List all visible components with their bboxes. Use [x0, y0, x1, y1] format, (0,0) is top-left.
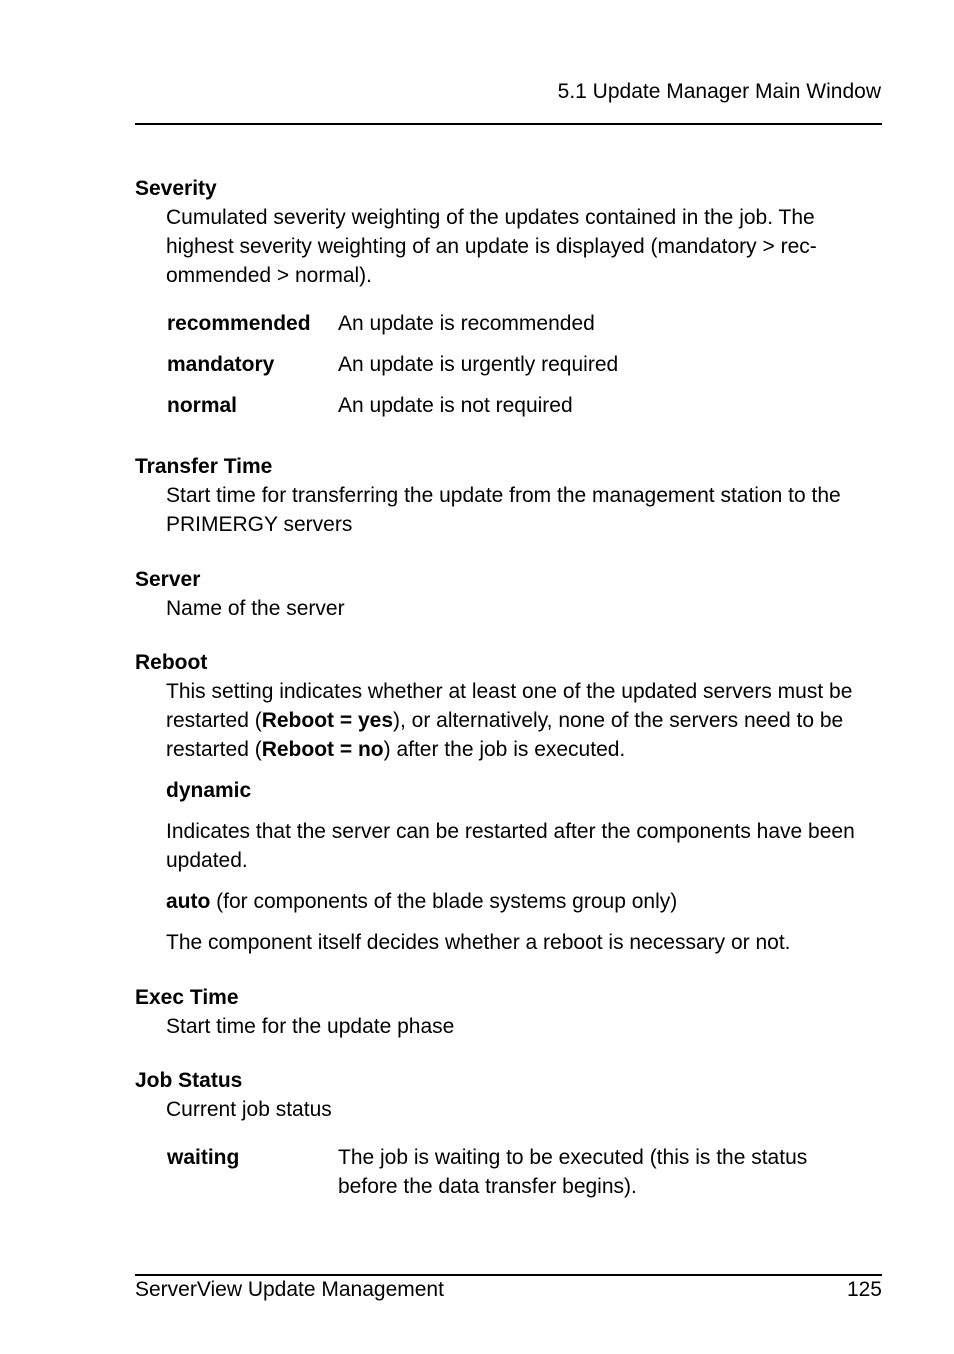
- transfer-time-description-line: Start time for transferring the update from the management station to the: [166, 484, 841, 507]
- footer-rule: [135, 1274, 882, 1276]
- footer-doc-title: ServerView Update Management: [135, 1278, 444, 1301]
- term-exec-time: Exec Time: [135, 986, 239, 1009]
- reboot-description-line: [166, 706, 882, 735]
- transfer-time-description: [166, 481, 882, 539]
- reboot-description-line: [166, 735, 882, 764]
- transfer-time-description-line: PRIMERGY servers: [166, 513, 353, 536]
- reboot-text: restarted (: [166, 738, 262, 761]
- exec-time-description: Start time for the update phase: [166, 1015, 455, 1038]
- running-header-title: 5.1 Update Manager Main Window: [557, 80, 881, 103]
- severity-description: [166, 203, 882, 290]
- reboot-description-line: This setting indicates whether at least one of the updated servers must be: [166, 680, 853, 703]
- term-job-status: Job Status: [135, 1069, 243, 1092]
- severity-description-line: Cumulated severity weighting of the updates contained in the job. The: [166, 206, 815, 229]
- job-status-value-text: [338, 1143, 882, 1201]
- reboot-option-dynamic: dynamic: [166, 779, 252, 802]
- reboot-no-value: Reboot = no: [261, 738, 384, 761]
- server-description: Name of the server: [166, 597, 345, 620]
- severity-value-key: recommended: [167, 312, 311, 335]
- reboot-text: ) after the job is executed.: [383, 738, 626, 761]
- reboot-description: [166, 677, 882, 764]
- reboot-yes-value: Reboot = yes: [261, 709, 393, 732]
- severity-value-text: An update is not required: [338, 394, 573, 417]
- severity-description-line: highest severity weighting of an update is displayed (mandatory > rec-: [166, 235, 817, 258]
- job-status-value-line: The job is waiting to be executed (this is the status: [338, 1146, 808, 1169]
- term-reboot: Reboot: [135, 651, 208, 674]
- job-status-value-line: before the data transfer begins).: [338, 1175, 637, 1198]
- term-server: Server: [135, 568, 201, 591]
- severity-value-key: normal: [167, 394, 238, 417]
- term-severity: Severity: [135, 177, 217, 200]
- severity-description-line: ommended > normal).: [166, 264, 373, 287]
- term-transfer-time: Transfer Time: [135, 455, 273, 478]
- reboot-text: restarted (: [166, 709, 262, 732]
- severity-value-text: An update is urgently required: [338, 353, 619, 376]
- reboot-option-auto: [166, 889, 677, 915]
- severity-value-key: mandatory: [167, 353, 275, 376]
- header-rule: [135, 123, 882, 125]
- dynamic-description: [166, 817, 882, 875]
- page-number: 125: [846, 1278, 882, 1301]
- job-status-value-key: waiting: [167, 1146, 240, 1169]
- auto-term: auto: [166, 890, 211, 913]
- dynamic-description-line: updated.: [166, 849, 248, 872]
- auto-note: (for components of the blade systems group only): [210, 890, 678, 913]
- reboot-text: ), or alternatively, none of the servers need to be: [393, 709, 844, 732]
- job-status-description: Current job status: [166, 1098, 332, 1121]
- severity-value-text: An update is recommended: [338, 312, 595, 335]
- dynamic-description-line: Indicates that the server can be restarted after the components have been: [166, 820, 855, 843]
- auto-description: The component itself decides whether a reboot is necessary or not.: [166, 931, 791, 954]
